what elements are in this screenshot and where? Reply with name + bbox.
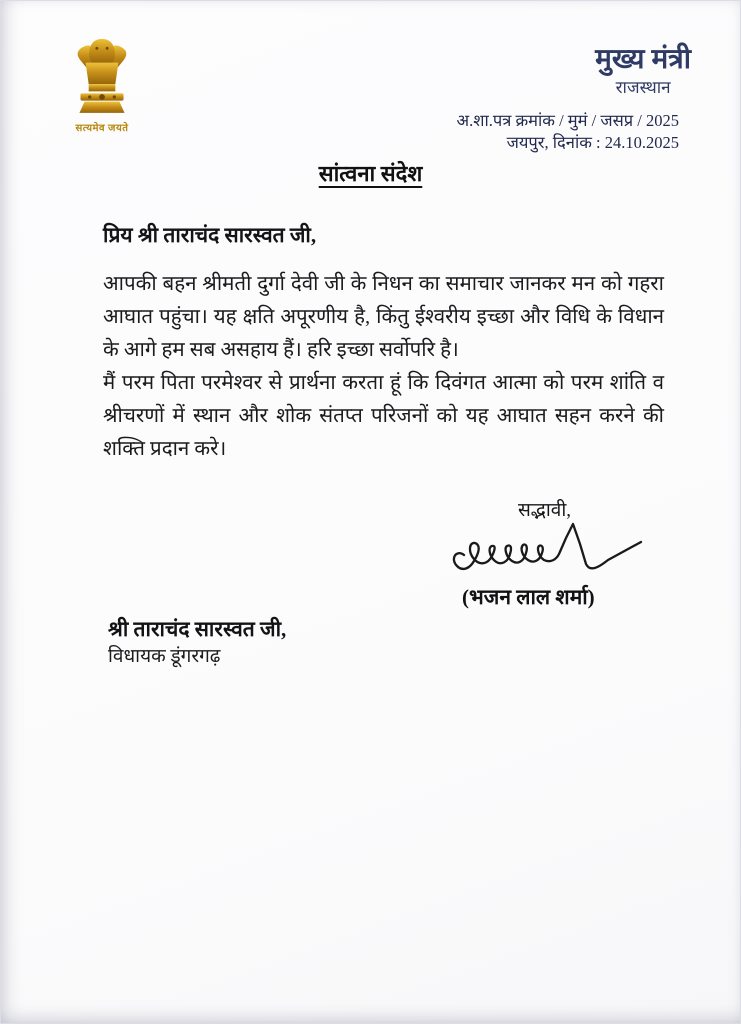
national-emblem xyxy=(60,38,144,134)
letter-body xyxy=(103,268,664,466)
salutation: प्रिय श्री ताराचंद सारस्वत जी, xyxy=(103,223,317,247)
recipient-block xyxy=(108,615,286,670)
ashoka-lion-capital-icon xyxy=(71,38,133,118)
letter-title-wrap xyxy=(0,158,741,188)
office-title: मुख्य मंत्री xyxy=(595,44,691,75)
body-paragraph-1: आपकी बहन श्रीमती दुर्गा देवी जी के निधन का समाचार जानकर मन को गहरा आघात पहुंचा। यह क्षति अपूरणीय है, किंतु ईश्वरीय इच्छा और विधि के विधान के आगे हम सब असहाय हैं। हरि इच्छा सर्वोपरि है। xyxy=(103,273,664,361)
recipient-name: श्री ताराचंद सारस्वत जी, xyxy=(108,617,287,641)
letter-title: सांत्वना संदेश xyxy=(318,161,423,186)
body-paragraph-2: मैं परम पिता परमेश्वर से प्रार्थना करता हूं कि दिवंगत आत्मा को परम शांति व श्रीचरणों में स्थान और शोक संतप्त परिजनों को यह आघात सहन करने की शक्ति प्रदान करे। xyxy=(103,372,664,460)
closing-word: सद्भावी, xyxy=(518,500,571,521)
signatory-name: (भजन लाल शर्मा) xyxy=(462,585,595,609)
letterhead-office-block xyxy=(595,44,691,99)
reference-number-line: अ.शा.पत्र क्रमांक / मुमं / जसप्र / 2025 xyxy=(456,111,679,130)
reference-block xyxy=(457,110,679,154)
office-region: राजस्थान xyxy=(615,78,671,97)
place-date-line: जयपुर, दिनांक : 24.10.2025 xyxy=(506,133,679,152)
recipient-designation: विधायक डूंगरगढ़ xyxy=(108,646,221,667)
signature-scribble-icon xyxy=(450,521,645,579)
handwritten-signature xyxy=(450,521,645,584)
emblem-motto: सत्यमेव जयते xyxy=(75,123,129,134)
